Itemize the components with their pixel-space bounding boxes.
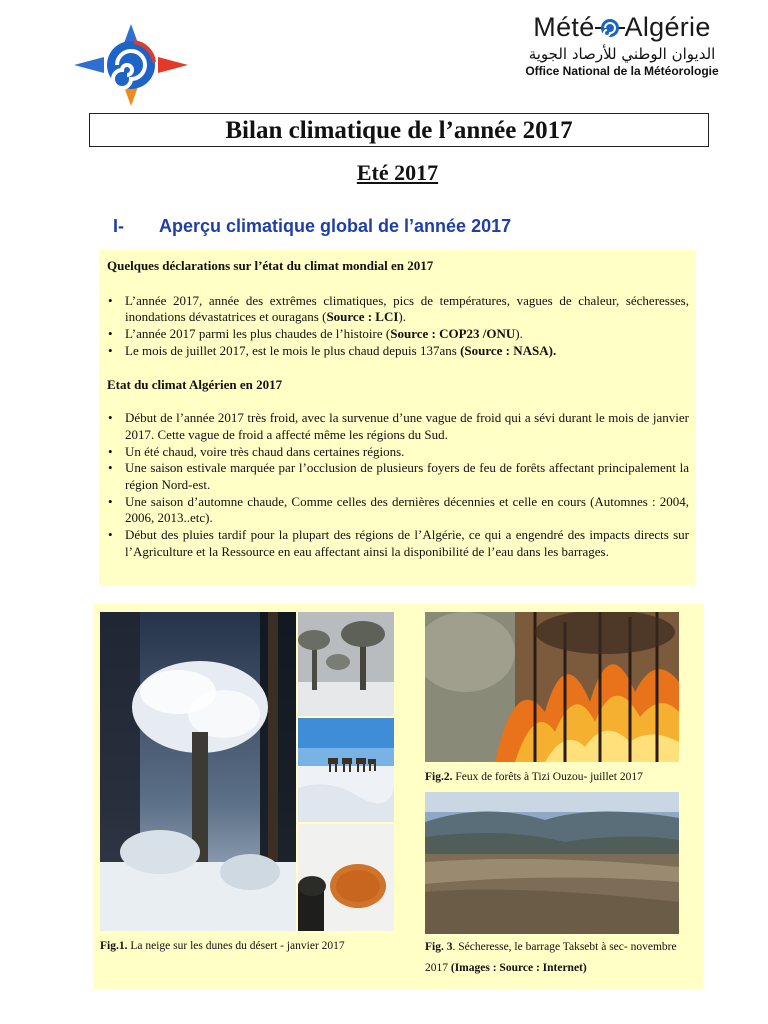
figures-panel <box>93 604 703 990</box>
office-name: Office National de la Météorologie <box>525 64 719 78</box>
brand-name-right: Algérie <box>624 12 711 42</box>
list-item: • Début de l’année 2017 très froid, avec la survenue d’une vague de froid qui a sévi durant le mois de janvier 2017. Cette vague de froid a affecté même les régions du Sud. <box>107 410 689 443</box>
list-item: • Le mois de juillet 2017, est le mois le plus chaud depuis 137ans (Source : NASA). <box>107 343 689 360</box>
fig1-caption: Fig.1. La neige sur les dunes du désert - janvier 2017 <box>100 940 345 952</box>
onm-logo <box>74 24 188 106</box>
forest-fire-photo <box>425 612 679 762</box>
list-item: • Une saison estivale marquée par l’occlusion de plusieurs foyers de feu de forêts affectant principalement la région Nord-est. <box>107 460 689 493</box>
list-item: • Début des pluies tardif pour la plupart des régions de l’Algérie, ce qui a engendré des impacts directs sur l’Agriculture et la Ressource en eau affectant ainsi la disponibilité de l’eau dans les barrages. <box>107 527 689 560</box>
list-item: • Une saison d’automne chaude, Comme celles des dernières décennies et celle en cours (Automnes : 2004, 2006, 2013..etc). <box>107 494 689 527</box>
section-title: Aperçu climatique global de l’année 2017 <box>159 216 512 236</box>
swirl-icon <box>595 15 625 37</box>
climate-summary-panel <box>99 250 696 586</box>
section-number: I- <box>113 216 124 236</box>
algeria-climate-heading: Etat du climat Algérien en 2017 <box>107 376 283 392</box>
list-item: • L’année 2017, année des extrêmes climatiques, pics de températures, vagues de chaleur, sécheresses, inondations dévastatrices et ouragans (Source : LCI). <box>107 293 689 326</box>
list-item: • Un été chaud, voire très chaud dans certaines régions. <box>107 444 689 461</box>
snowy-palm-photo <box>100 612 296 931</box>
sand-snow-photo <box>298 824 394 931</box>
world-climate-heading: Quelques déclarations sur l’état du climat mondial en 2017 <box>107 258 434 273</box>
brand-name <box>490 12 754 42</box>
list-item: • L’année 2017 parmi les plus chaudes de l’histoire (Source : COP23 /ONU). <box>107 326 689 343</box>
fig3-caption: Fig. 3. Sécheresse, le barrage Taksebt à sec- novembre 2017 (Images : Source : Internet) <box>425 941 677 974</box>
page-subtitle: Eté 2017 <box>356 160 439 185</box>
dry-dam-photo <box>425 792 679 934</box>
fig2-caption: Fig.2. Feux de forêts à Tizi Ouzou- juillet 2017 <box>425 771 643 783</box>
brand-name-left: Mété <box>533 12 595 42</box>
brand-block <box>490 12 754 88</box>
snowy-oasis-photo <box>298 612 394 716</box>
camels-snow-photo <box>298 718 394 822</box>
arabic-office-name: الديوان الوطني للأرصاد الجوية <box>528 45 716 63</box>
algeria-climate-list <box>107 410 689 560</box>
section-heading <box>113 216 511 237</box>
world-climate-list <box>107 293 689 360</box>
page-title: Bilan climatique de l’année 2017 <box>89 113 709 147</box>
